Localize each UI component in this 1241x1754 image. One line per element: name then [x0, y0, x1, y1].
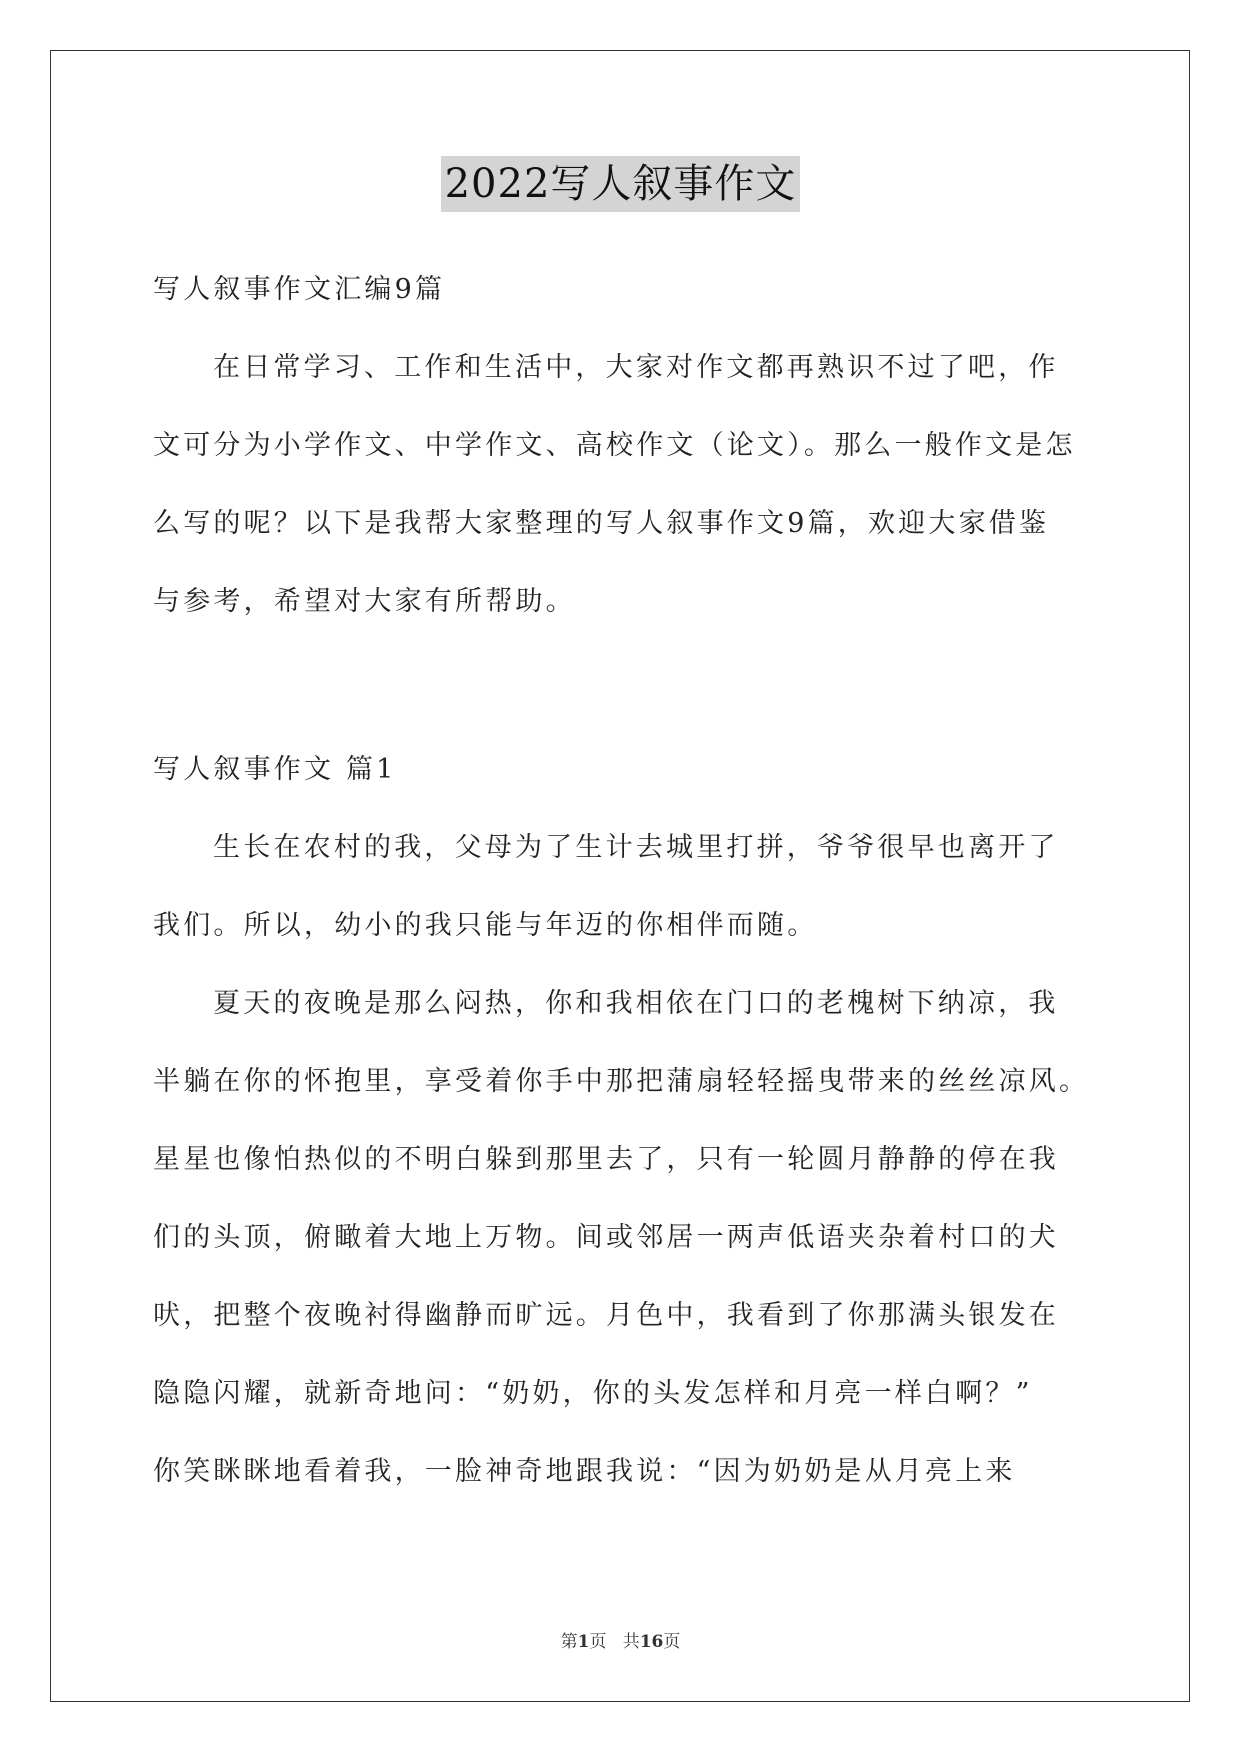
- body-line: 吠，把整个夜晚衬得幽静而旷远。月色中，我看到了你那满头银发在: [153, 1300, 1059, 1331]
- body-line: 们的头顶，俯瞰着大地上万物。间或邻居一两声低语夹杂着村口的犬: [153, 1222, 1059, 1253]
- body-line: 我们。所以，幼小的我只能与年迈的你相伴而随。: [153, 910, 818, 941]
- body-line: 半躺在你的怀抱里，享受着你手中那把蒲扇轻轻摇曳带来的丝丝凉风。: [153, 1066, 1090, 1097]
- body-line: 夏天的夜晚是那么闷热，你和我相依在门口的老槐树下纳凉，我: [213, 988, 1059, 1019]
- intro-line: 在日常学习、工作和生活中，大家对作文都再熟识不过了吧，作: [213, 352, 1059, 383]
- body-line: 星星也像怕热似的不明白躲到那里去了，只有一轮圆月静静的停在我: [153, 1144, 1059, 1175]
- page-number: 1: [577, 1632, 590, 1652]
- page-title: 2022写人叙事作文: [441, 156, 801, 212]
- footer-prefix: 第: [560, 1632, 578, 1652]
- intro-line: 与参考，希望对大家有所帮助。: [153, 586, 576, 617]
- total-pages: 16: [639, 1632, 664, 1652]
- body-line: 生长在农村的我，父母为了生计去城里打拼，爷爷很早也离开了: [213, 832, 1059, 863]
- body-line: 隐隐闪耀，就新奇地问：“奶奶，你的头发怎样和月亮一样白啊？”: [153, 1378, 1033, 1409]
- footer-total-suffix: 页: [663, 1632, 681, 1652]
- title-block: [0, 156, 1241, 212]
- intro-line: 么写的呢？以下是我帮大家整理的写人叙事作文9篇，欢迎大家借鉴: [153, 508, 1050, 539]
- section-heading: 写人叙事作文 篇1: [153, 754, 397, 785]
- subtitle: 写人叙事作文汇编9篇: [153, 274, 446, 305]
- intro-line: 文可分为小学作文、中学作文、高校作文（论文）。那么一般作文是怎: [153, 430, 1076, 461]
- body-line: 你笑眯眯地看着我，一脸神奇地跟我说：“因为奶奶是从月亮上来: [153, 1456, 1016, 1487]
- footer-total-prefix: 共: [622, 1632, 640, 1652]
- page-footer: [0, 1630, 1241, 1654]
- footer-page-suffix: 页: [589, 1632, 607, 1652]
